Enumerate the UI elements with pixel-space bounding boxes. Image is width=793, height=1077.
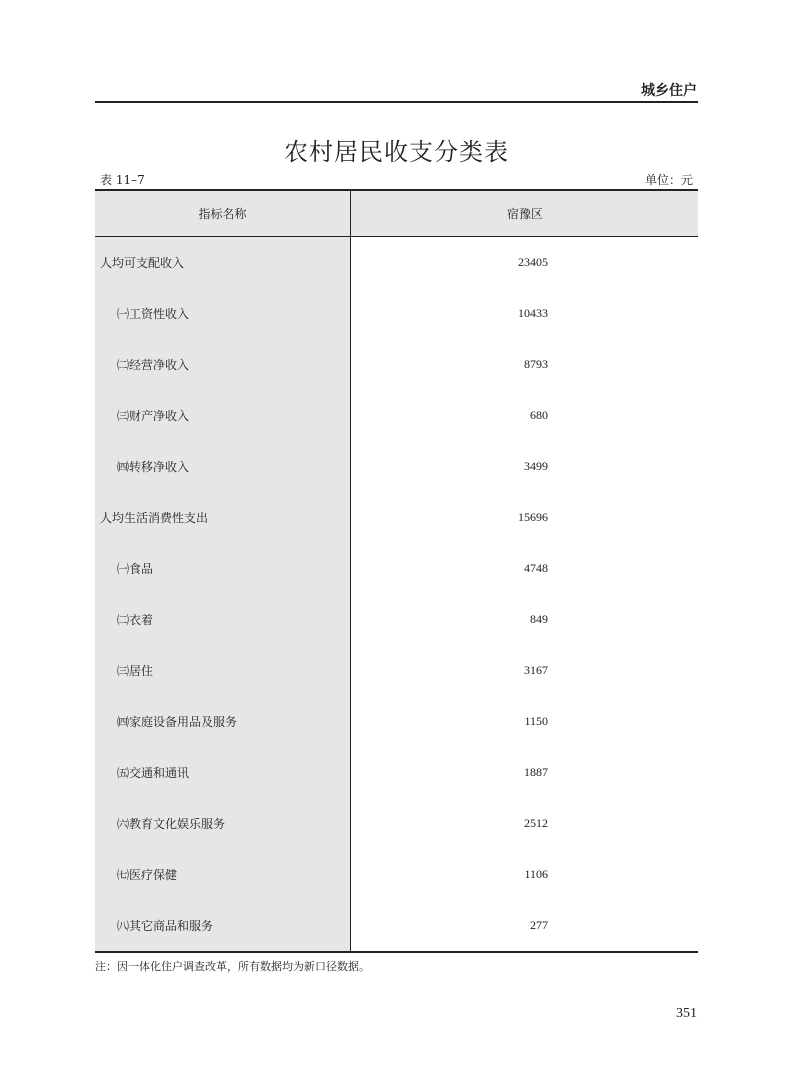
table-row bbox=[95, 390, 698, 441]
indicator-name-cell: ㈠食品 bbox=[95, 543, 351, 594]
table-row bbox=[95, 288, 698, 339]
value-cell: 4748 bbox=[524, 561, 548, 575]
indicator-name-cell: ㈢居住 bbox=[95, 645, 351, 696]
page-number: 351 bbox=[676, 1006, 697, 1021]
indicator-name-cell: ㈡衣着 bbox=[95, 594, 351, 645]
indicator-name-cell: ㈦医疗保健 bbox=[95, 849, 351, 900]
value-cell: 8793 bbox=[524, 357, 548, 371]
table-row bbox=[95, 339, 698, 390]
value-cell: 10433 bbox=[518, 306, 548, 320]
indicator-name-cell: ㈡经营净收入 bbox=[95, 339, 351, 390]
table-row bbox=[95, 798, 698, 849]
indicator-name-cell: 人均生活消费性支出 bbox=[95, 492, 351, 543]
value-cell: 1150 bbox=[524, 714, 548, 728]
value-cell: 23405 bbox=[518, 255, 548, 269]
page-title: 农村居民收支分类表 bbox=[284, 138, 509, 166]
value-cell: 277 bbox=[351, 900, 699, 952]
income-expenditure-table bbox=[95, 189, 698, 953]
column-header-district: 宿豫区 bbox=[351, 190, 699, 237]
value-cell: 849 bbox=[530, 612, 548, 626]
unit-label: 单位：元 bbox=[644, 173, 693, 187]
indicator-name-cell: 人均可支配收入 bbox=[95, 237, 351, 289]
table-body bbox=[95, 237, 698, 953]
value-cell: 15696 bbox=[518, 510, 548, 524]
value-cell: 680 bbox=[530, 408, 548, 422]
indicator-name-cell: ㈣家庭设备用品及服务 bbox=[95, 696, 351, 747]
value-cell: 1887 bbox=[524, 765, 548, 779]
value-cell: 2512 bbox=[524, 816, 548, 830]
section-header: 城乡住户 bbox=[641, 83, 697, 99]
value-cell: 3167 bbox=[524, 663, 548, 677]
table-row bbox=[95, 747, 698, 798]
table-meta bbox=[95, 171, 698, 187]
table-row bbox=[95, 441, 698, 492]
indicator-name-cell: ㈧其它商品和服务 bbox=[95, 900, 351, 952]
table-row bbox=[95, 900, 698, 952]
column-header-indicator: 指标名称 bbox=[95, 190, 351, 237]
indicator-name-cell: ㈢财产净收入 bbox=[95, 390, 351, 441]
header-rule bbox=[95, 101, 698, 103]
table-row bbox=[95, 849, 698, 900]
table-header-row bbox=[95, 190, 698, 237]
footnote: 注：因一体化住户调查改革，所有数据均为新口径数据。 bbox=[95, 960, 370, 973]
table-row bbox=[95, 645, 698, 696]
table-row bbox=[95, 237, 698, 289]
indicator-name-cell: ㈤交通和通讯 bbox=[95, 747, 351, 798]
table-row bbox=[95, 492, 698, 543]
table-row bbox=[95, 594, 698, 645]
table-number: 表 11–7 bbox=[100, 173, 145, 187]
value-cell: 1106 bbox=[524, 867, 548, 881]
indicator-name-cell: ㈣转移净收入 bbox=[95, 441, 351, 492]
value-cell: 3499 bbox=[524, 459, 548, 473]
indicator-name-cell: ㈥教育文化娱乐服务 bbox=[95, 798, 351, 849]
table-row bbox=[95, 696, 698, 747]
indicator-name-cell: ㈠工资性收入 bbox=[95, 288, 351, 339]
table-row bbox=[95, 543, 698, 594]
